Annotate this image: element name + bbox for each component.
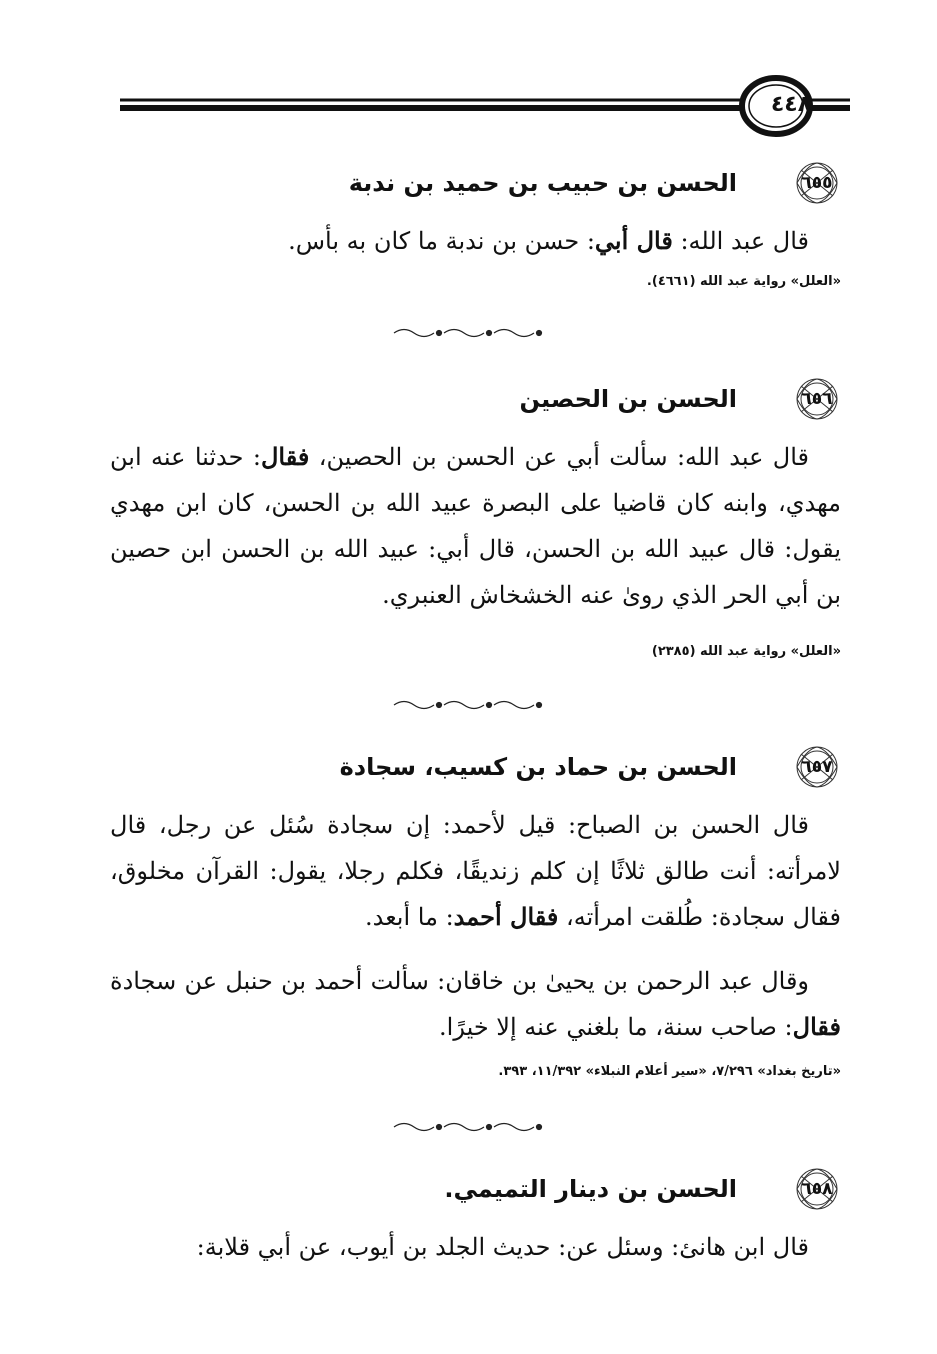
header-rule — [120, 72, 850, 142]
paragraph-text: قال عبد الله: — [672, 227, 809, 255]
entry-number-badge — [787, 160, 847, 206]
entry-number: ٦٥٨ — [801, 1179, 833, 1199]
paragraph-text: قال عبد الله: سألت أبي عن الحسن بن الحصين، — [309, 443, 810, 471]
paragraph-bold-text: قال أبي — [594, 226, 673, 255]
entry-heading — [444, 1166, 847, 1212]
section-divider — [0, 698, 937, 712]
page-number: ٤٤٨ — [770, 92, 812, 117]
entry-title: الحسن بن الحصين — [519, 385, 737, 413]
entry-number-badge — [787, 1166, 847, 1212]
entry-number: ٦٥٥ — [801, 173, 833, 193]
paragraph-bold-text: فقال أحمد — [453, 902, 559, 931]
entry-heading — [520, 376, 847, 422]
paragraph-text: قال الحسن بن الصباح: قيل لأحمد: إن سجادة سُئل عن رجل، قال لامرأته: أنت طالق ثلاثًا إن كلم زنديقًا، فكلم رجلا، يقول: القرآن مخلوق، فقال سجادة: طُلقت امرأته، — [110, 811, 841, 931]
section-divider — [0, 326, 937, 340]
source-citation: «العلل» رواية عبد الله (٢٣٨٥) — [651, 644, 841, 659]
flourish-divider-icon — [389, 326, 549, 340]
entry-number: ٦٥٦ — [801, 389, 833, 409]
entry-heading — [340, 744, 847, 790]
flourish-divider-icon — [389, 698, 549, 712]
entry-title: الحسن بن حبيب بن حميد بن ندبة — [348, 169, 737, 197]
paragraph-text: : صاحب سنة، ما بلغني عنه إلا خيرًا. — [439, 1013, 793, 1041]
entry-paragraph — [110, 802, 841, 940]
paragraph-text: : حدثنا عنه ابن مهدي، وابنه كان قاضيا على البصرة عبيد الله بن الحسن، كان ابن مهدي يقول: قال عبيد الله بن الحسن، قال أبي: عبيد الله بن الحسن ابن حصين بن أبي الحر الذي رویٰ عنه الخشخاش العنبري. — [110, 443, 841, 609]
source-citation: «تاريخ بغداد» ٧/٢٩٦، «سير أعلام النبلاء» ١١/٣٩٢، ٣٩٣. — [498, 1064, 841, 1079]
entry-title: الحسن بن حماد بن كسيب، سجادة — [339, 753, 737, 781]
entry-heading — [349, 160, 847, 206]
entry-paragraph — [110, 434, 841, 618]
paragraph-text: وقال عبد الرحمن بن يحيىٰ بن خاقان: سألت أحمد بن حنبل عن سجادة — [110, 967, 809, 995]
paragraph-bold-text: فقال — [260, 442, 310, 471]
entry-paragraph — [110, 218, 841, 264]
paragraph-bold-text: فقال — [792, 1012, 841, 1041]
paragraph-text: : حسن بن ندبة ما كان به بأس. — [288, 227, 595, 255]
entry-paragraph — [110, 1224, 841, 1270]
entry-title: الحسن بن دينار التميمي. — [444, 1175, 737, 1203]
entry-number-badge — [787, 376, 847, 422]
page-header — [120, 72, 850, 142]
entry-paragraph — [110, 958, 841, 1050]
flourish-divider-icon — [389, 1120, 549, 1134]
source-citation: «العلل» رواية عبد الله (٤٦٦١). — [646, 274, 841, 289]
paragraph-text: قال ابن هانئ: وسئل عن: حديث الجلد بن أيوب، عن أبي قلابة: — [196, 1233, 809, 1261]
entry-number: ٦٥٧ — [801, 757, 833, 777]
entry-number-badge — [787, 744, 847, 790]
paragraph-text: : ما أبعد. — [365, 903, 454, 931]
section-divider — [0, 1120, 937, 1134]
